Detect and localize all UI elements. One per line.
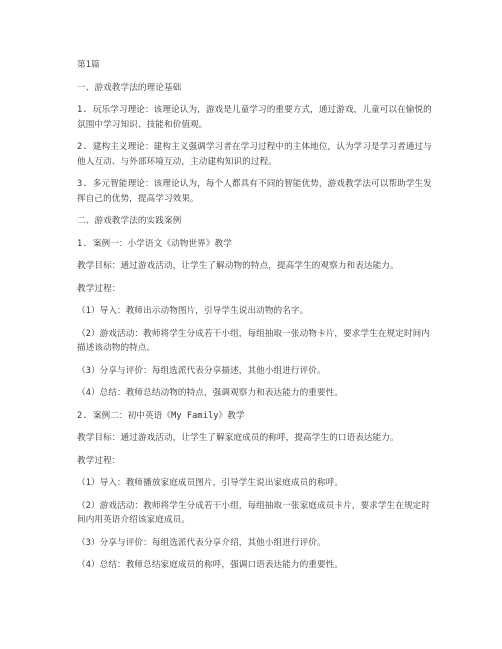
section-heading: 二、游戏教学法的实践案例 bbox=[77, 216, 182, 226]
paragraph: 2. 建构主义理论：建构主义强调学习者在学习过程中的主体地位，认为学习是学习者通过与他人互动、与外部环境互动，主动建构知识的过程。 bbox=[77, 142, 432, 167]
case-heading: 1. 案例一：小学语文《动物世界》教学 bbox=[77, 238, 232, 249]
document-title: 第1篇 bbox=[77, 60, 100, 70]
paragraph: 1. 玩乐学习理论：该理论认为，游戏是儿童学习的重要方式，通过游戏，儿童可以在愉悦的氛围中学习知识、技能和价值观。 bbox=[77, 105, 432, 130]
paragraph: （4）总结：教师总结家庭成员的称呼，强调口语表达能力的重要性。 bbox=[77, 560, 344, 570]
paragraph: 3. 多元智能理论：该理论认为，每个人都具有不同的智能优势，游戏教学法可以帮助学生发挥自己的优势，提高学习效果。 bbox=[77, 179, 432, 204]
paragraph: 教学过程： bbox=[77, 283, 121, 294]
paragraph: （1）导入：教师出示动物图片，引导学生说出动物的名字。 bbox=[77, 306, 309, 316]
paragraph: 教学目标：通过游戏活动，让学生了解家庭成员的称呼，提高学生的口语表达能力。 bbox=[77, 433, 399, 443]
paragraph: （2）游戏活动：教师将学生分成若干小组，每组抽取一张动物卡片，要求学生在规定时间内描述该动物的特点。 bbox=[77, 328, 431, 353]
document-body bbox=[77, 58, 437, 581]
paragraph: 教学过程： bbox=[77, 455, 121, 466]
paragraph: （4）总结：教师总结动物的特点，强调观察力和表达能力的重要性。 bbox=[77, 388, 344, 398]
paragraph: （2）游戏活动：教师将学生分成若干小组，每组抽取一张家庭成员卡片，要求学生在规定时间内用英语介绍该家庭成员。 bbox=[77, 500, 431, 525]
paragraph: （1）导入：教师播放家庭成员图片，引导学生说出家庭成员的称呼。 bbox=[77, 478, 344, 488]
case-heading: 2. 案例二：初中英语《My Family》教学 bbox=[77, 410, 245, 421]
paragraph: 教学目标：通过游戏活动，让学生了解动物的特点，提高学生的观察力和表达能力。 bbox=[77, 261, 399, 271]
paragraph: （3）分享与评价：每组选派代表分享描述，其他小组进行评价。 bbox=[77, 365, 326, 376]
section-heading: 一、游戏教学法的理论基础 bbox=[77, 82, 182, 93]
paragraph: （3）分享与评价：每组选派代表分享介绍，其他小组进行评价。 bbox=[77, 537, 326, 548]
